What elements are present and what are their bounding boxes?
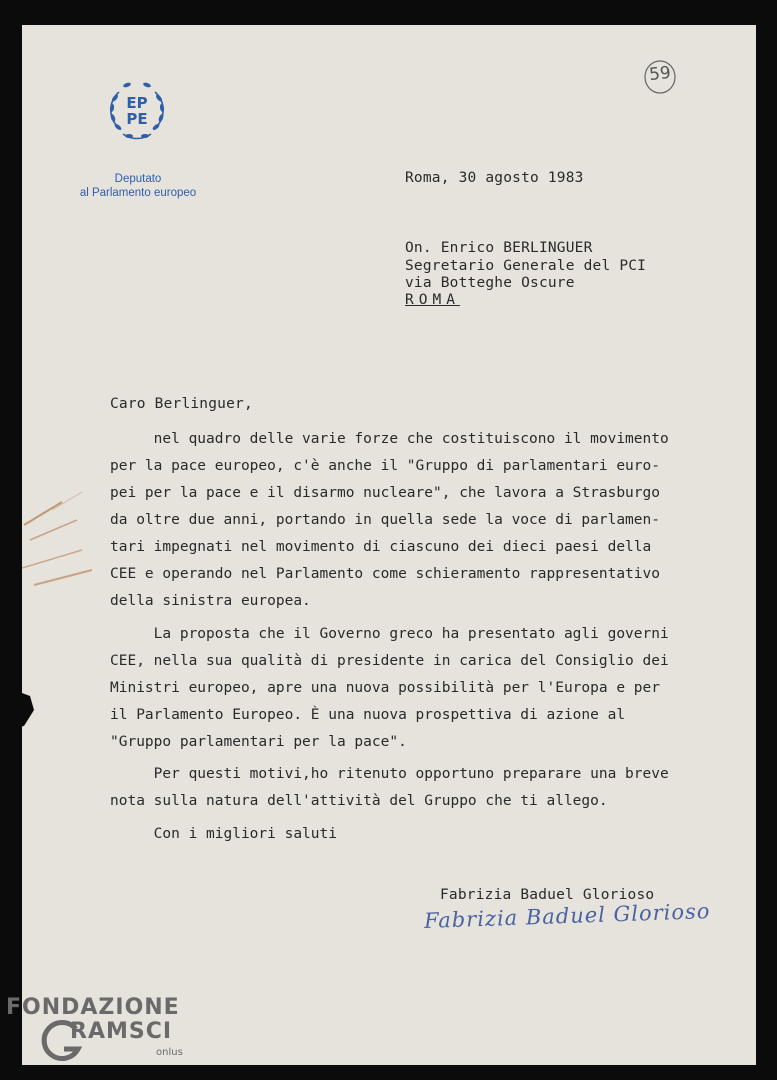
body-line: CEE, nella sua qualità di presidente in carica del Consiglio dei xyxy=(110,653,669,669)
body-line: per la pace europeo, c'è anche il "Gruppo di parlamentari euro- xyxy=(110,458,660,474)
body-line: La proposta che il Governo greco ha presentato agli governi xyxy=(110,626,669,642)
body-line: della sinistra europea. xyxy=(110,593,311,609)
paper-tear xyxy=(14,690,34,728)
watermark-line-2: RAMSCI xyxy=(70,1019,173,1044)
body-line: Per questi motivi,ho ritenuto opportuno preparare una breve xyxy=(110,766,669,782)
affiliation-line-2: al Parlamento europeo xyxy=(79,187,197,199)
letterhead-affiliation xyxy=(68,172,208,200)
recipient-line-3: via Botteghe Oscure xyxy=(405,275,575,291)
handwritten-signature: Fabrizia Baduel Glorioso xyxy=(423,899,711,933)
signer-typed-name: Fabrizia Baduel Glorioso xyxy=(440,887,655,903)
watermark-line-1: FONDAZIONE xyxy=(6,995,180,1020)
body-line: "Gruppo parlamentari per la pace". xyxy=(110,734,407,750)
body-line: da oltre due anni, portando in quella sede la voce di parlamen- xyxy=(110,512,660,528)
recipient-city: ROMA xyxy=(405,292,460,308)
recipient-line-1: On. Enrico BERLINGUER xyxy=(405,240,593,256)
logo-text-bottom: PE xyxy=(126,110,148,128)
body-line: il Parlamento Europeo. È una nuova prospettiva di azione al xyxy=(110,707,626,723)
body-line: tari impegnati nel movimento di ciascuno dei dieci paesi della xyxy=(110,539,652,555)
logo-text-top: EP xyxy=(126,94,148,112)
affiliation-line-1: Deputato xyxy=(114,173,162,185)
recipient-line-2: Segretario Generale del PCI xyxy=(405,258,647,274)
closing: Con i migliori saluti xyxy=(110,826,337,842)
body-line: Ministri europeo, apre una nuova possibilità per l'Europa e per xyxy=(110,680,660,696)
body-line: nota sulla natura dell'attività del Gruppo che ti allego. xyxy=(110,793,608,809)
body-line: CEE e operando nel Parlamento come schieramento rappresentativo xyxy=(110,566,660,582)
body-line: pei per la pace e il disarmo nucleare", che lavora a Strasburgo xyxy=(110,485,660,501)
watermark-line-3: onlus xyxy=(156,1047,183,1058)
ep-pe-logo xyxy=(105,78,169,142)
page-number: 59 xyxy=(648,62,672,86)
body-line: nel quadro delle varie forze che costituiscono il movimento xyxy=(110,431,669,447)
date-line: Roma, 30 agosto 1983 xyxy=(405,170,584,186)
salutation: Caro Berlinguer, xyxy=(110,396,253,412)
